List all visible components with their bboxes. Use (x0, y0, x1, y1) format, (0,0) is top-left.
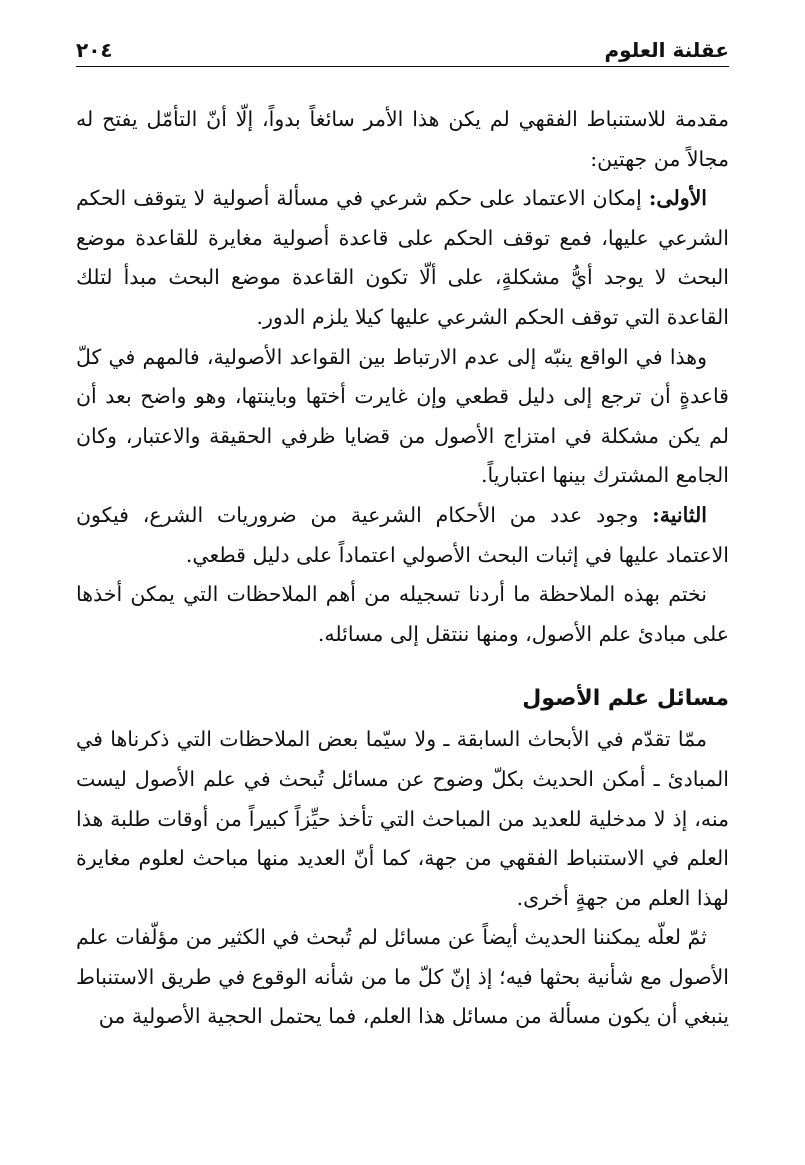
paragraph-consequence (76, 338, 729, 496)
paragraph-text: وجود عدد من الأحكام الشرعية من ضروريات الشرع، فيكون الاعتماد عليها في إثبات البحث الأصولي اعتماداً على دليل قطعي. (76, 502, 729, 567)
paragraph-lead-second: الثانية: (652, 502, 707, 527)
section-paragraph (76, 720, 729, 918)
section-heading: مسائل علم الأصول (522, 686, 729, 712)
body-text (76, 100, 729, 1037)
paragraph-text: نختم بهذه الملاحظة ما أردنا تسجيله من أهم الملاحظات التي يمكن أخذها على مبادئ علم الأصول، ومنها ننتقل إلى مسائله. (76, 582, 729, 646)
paragraph-intro (76, 100, 729, 179)
paragraph-text: ممّا تقدّم في الأبحاث السابقة ـ ولا سيّما بعض الملاحظات التي ذكرناها في المبادئ ـ أمكن الحديث بكلّ وضوح عن مسائل تُبحث في علم الأصول ليست منه، إذ لا مدخلية للعديد من المباحث التي تأخذ حيِّزاً كبيراً من أوقات طلبة هذا العلم في الاستنباط الفقهي من جهة، كما أنّ العديد منها مباحث لعلوم مغايرة لهذا العلم من جهةٍ أخرى. (76, 727, 729, 910)
running-head-title: عقلنة العلوم (604, 38, 729, 62)
paragraph-lead-first: الأولى: (648, 186, 707, 211)
paragraph-first-aspect (76, 179, 729, 337)
paragraph-text: ثمّ لعلّه يمكننا الحديث أيضاً عن مسائل لم تُبحث في الكثير من مؤلّفات علم الأصول مع شأنية بحثها فيه؛ إذ إنّ كلّ ما من شأنه الوقوع في طريق الاستنباط ينبغي أن يكون مسألة من مسائل هذا العلم، فما يحتمل الحجية الأصولية من (76, 925, 729, 1029)
paragraph-text: مقدمة للاستنباط الفقهي لم يكن هذا الأمر سائغاً بدواً، إلّا أنّ التأمّل يفتح له مجالاً من جهتين: (76, 107, 729, 171)
running-header (76, 28, 729, 67)
section-paragraph (76, 918, 729, 1037)
page-number: ٢٠٤ (76, 38, 113, 62)
paragraph-closing-note (76, 575, 729, 654)
paragraph-text: إمكان الاعتماد على حكم شرعي في مسألة أصولية لا يتوقف الحكم الشرعي عليها، فمع توقف الحكم على قاعدة أصولية مغايرة للقاعدة موضع البحث لا يوجد أيُّ مشكلةٍ، على ألّا تكون القاعدة موضع البحث مبدأ لتلك القاعدة التي توقف الحكم الشرعي عليها كيلا يلزم الدور. (76, 186, 729, 329)
paragraph-text: وهذا في الواقع ينبّه إلى عدم الارتباط بين القواعد الأصولية، فالمهم في كلّ قاعدةٍ أن ترجع إلى دليل قطعي وإن غايرت أختها وباينتها، وهو واضح بعد أن لم يكن مشكلة في امتزاج الأصول من قضايا ظرفي الحقيقة والاعتبار، وكان الجامع المشترك بينها اعتبارياً. (76, 344, 729, 488)
paragraph-second-aspect (76, 496, 729, 575)
